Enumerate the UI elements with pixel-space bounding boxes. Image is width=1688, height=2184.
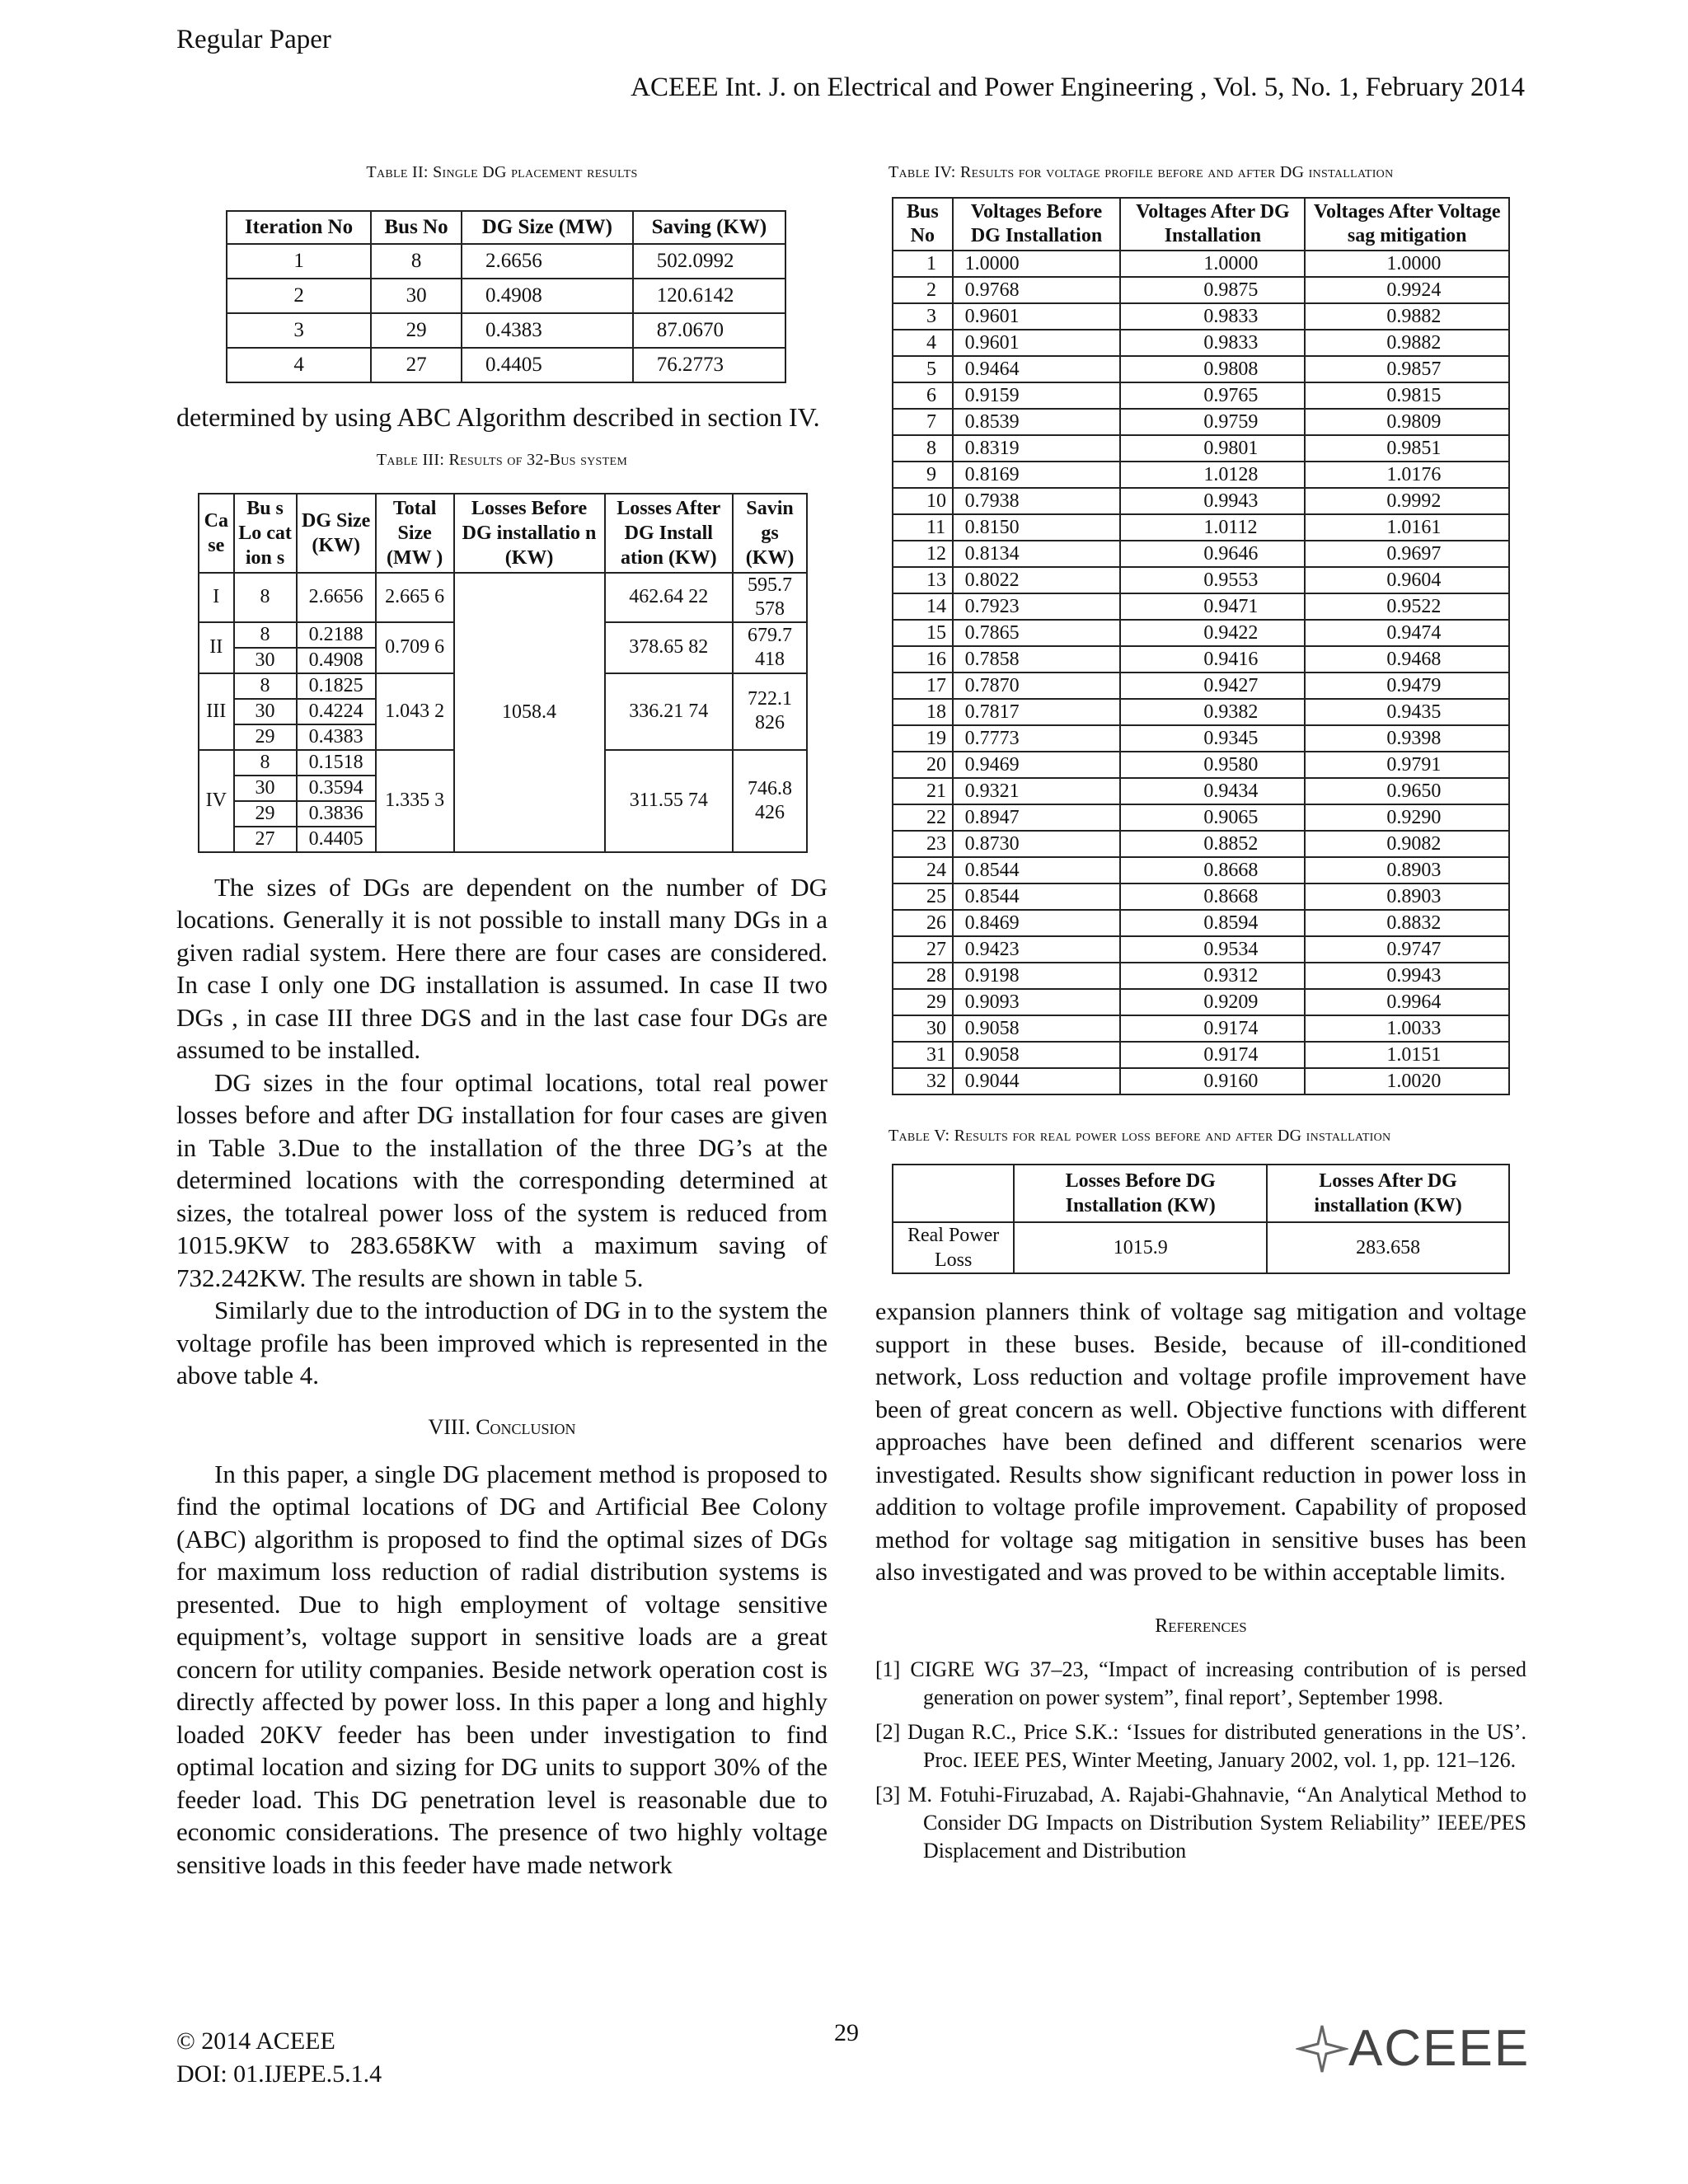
reference-item: [3] M. Fotuhi-Firuzabad, A. Rajabi-Ghahnavie, “An Analytical Method to Consider DG Impacts on Distribution System Reliability” IEEE/PES Displacement and Distribution [875, 1782, 1526, 1863]
table3-header: DG Size (KW) [297, 494, 376, 573]
table4-cell: 18 [893, 699, 953, 725]
table3-dg-size: 0.1825 [297, 673, 376, 699]
table3-dg-size: 0.3594 [297, 776, 376, 801]
table4-cell: 0.7870 [953, 673, 1121, 699]
table4-cell: 0.9791 [1305, 752, 1509, 778]
table4-cell: 0.9382 [1120, 699, 1305, 725]
table4-row [893, 910, 1509, 936]
body-paragraph: The sizes of DGs are dependent on the number of DG locations. Generally it is not possible to install many DGs in a given radial system. Here there are four cases are considered. In case I only one DG installation is assumed. In case II two DGs , in case III three DGS and in the last case four DGs are assumed to be installed. [176, 872, 828, 1064]
table4-cell: 15 [893, 620, 953, 646]
table4-cell: 0.9082 [1305, 831, 1509, 857]
table5-cell: 1015.9 [1014, 1222, 1267, 1273]
table4-cell: 7 [893, 409, 953, 435]
table4-cell: 0.8469 [953, 910, 1121, 936]
table4-cell: 0.9833 [1120, 330, 1305, 356]
table4-cell: 6 [893, 382, 953, 409]
table2-cell: 76.2773 [633, 348, 785, 382]
table3-location: 27 [234, 827, 297, 852]
table4-cell: 0.8668 [1120, 857, 1305, 883]
table3-savings: 746.8 426 [733, 750, 807, 852]
table3-caption: Table III: Results of 32-Bus system [376, 450, 628, 469]
table4-cell: 0.8319 [953, 435, 1121, 462]
table5-cell: Real Power Loss [893, 1222, 1014, 1273]
table4-cell: 0.9160 [1120, 1068, 1305, 1094]
table4-cell: 26 [893, 910, 953, 936]
table4-cell: 29 [893, 989, 953, 1015]
right-column [875, 163, 1526, 1872]
table4-cell: 28 [893, 963, 953, 989]
table3-location: 8 [234, 673, 297, 699]
table4-cell: 0.9992 [1305, 488, 1509, 514]
table4-cell: 0.9174 [1120, 1015, 1305, 1042]
table4-cell: 1.0161 [1305, 514, 1509, 541]
table4-cell: 0.9471 [1120, 593, 1305, 620]
conclusion-title: VIII. Conclusion [428, 1414, 576, 1439]
table5-header: Losses After DG installation (KW) [1267, 1165, 1509, 1222]
table4-row [893, 567, 1509, 593]
table4-cell: 0.9943 [1120, 488, 1305, 514]
table4-cell: 1.0000 [953, 251, 1121, 277]
references-title: References [1155, 1615, 1247, 1637]
table3-location: 8 [234, 573, 297, 622]
table4-cell: 0.7865 [953, 620, 1121, 646]
references-list [875, 1656, 1526, 1865]
table4-row [893, 1042, 1509, 1068]
table2-header: Bus No [371, 211, 462, 244]
table2-row [227, 313, 785, 348]
table4-cell: 32 [893, 1068, 953, 1094]
table4 [892, 197, 1510, 1095]
table2-header: Saving (KW) [633, 211, 785, 244]
table4-row [893, 1015, 1509, 1042]
table4-cell: 0.9321 [953, 778, 1121, 804]
table3-location: 8 [234, 622, 297, 648]
table4-cell: 0.9312 [1120, 963, 1305, 989]
table2-cell: 2.6656 [462, 244, 633, 279]
table2-cell: 27 [371, 348, 462, 382]
left-paragraphs [176, 871, 828, 1392]
table3-location: 30 [234, 648, 297, 673]
table4-cell: 1 [893, 251, 953, 277]
table3-location: 8 [234, 750, 297, 776]
table3 [198, 493, 808, 853]
table3-location: 30 [234, 776, 297, 801]
table4-cell: 12 [893, 541, 953, 567]
table3-total-size: 0.709 6 [376, 622, 454, 673]
table3-losses-after: 378.65 82 [605, 622, 734, 673]
table2-cell: 4 [227, 348, 371, 382]
table4-row [893, 277, 1509, 303]
table5 [892, 1164, 1510, 1274]
table4-cell: 1.0000 [1120, 251, 1305, 277]
table4-cell: 0.9468 [1305, 646, 1509, 673]
table4-cell: 0.9464 [953, 356, 1121, 382]
table4-cell: 0.9646 [1120, 541, 1305, 567]
table4-row [893, 382, 1509, 409]
table4-cell: 0.8544 [953, 857, 1121, 883]
table4-cell: 1.0151 [1305, 1042, 1509, 1068]
table4-cell: 16 [893, 646, 953, 673]
table4-cell: 30 [893, 1015, 953, 1042]
table4-row [893, 831, 1509, 857]
table4-cell: 0.7773 [953, 725, 1121, 752]
table4-cell: 0.9851 [1305, 435, 1509, 462]
table4-header: Voltages After Voltage sag mitigation [1305, 198, 1509, 251]
table4-row [893, 620, 1509, 646]
table2-cell: 3 [227, 313, 371, 348]
table3-dg-size: 0.1518 [297, 750, 376, 776]
table4-cell: 0.8022 [953, 567, 1121, 593]
table4-cell: 0.9553 [1120, 567, 1305, 593]
table3-location: 29 [234, 724, 297, 750]
table3-dg-size: 2.6656 [297, 573, 376, 622]
table3-header: Bu s Lo cat ion s [234, 494, 297, 573]
table4-row [893, 356, 1509, 382]
table4-cell: 0.9423 [953, 936, 1121, 963]
table3-dg-size: 0.4383 [297, 724, 376, 750]
table4-cell: 0.8134 [953, 541, 1121, 567]
table2-cell: 8 [371, 244, 462, 279]
table4-cell: 0.9345 [1120, 725, 1305, 752]
table3-dg-size: 0.2188 [297, 622, 376, 648]
table4-row [893, 673, 1509, 699]
table2-cell: 502.0992 [633, 244, 785, 279]
running-header-right: ACEEE Int. J. on Electrical and Power Engineering , Vol. 5, No. 1, February 2014 [631, 73, 1525, 102]
footer-copyright: © 2014 ACEEE [176, 2027, 335, 2055]
table4-row [893, 593, 1509, 620]
table4-cell: 10 [893, 488, 953, 514]
table4-cell: 0.9093 [953, 989, 1121, 1015]
table4-cell: 0.9650 [1305, 778, 1509, 804]
table4-cell: 0.9697 [1305, 541, 1509, 567]
table2 [226, 210, 786, 383]
table2-cell: 0.4405 [462, 348, 633, 382]
table3-losses-after: 311.55 74 [605, 750, 734, 852]
table4-cell: 0.9580 [1120, 752, 1305, 778]
table4-cell: 5 [893, 356, 953, 382]
table4-cell: 19 [893, 725, 953, 752]
table4-cell: 0.9857 [1305, 356, 1509, 382]
table4-cell: 0.8594 [1120, 910, 1305, 936]
logo-text: ACEEE [1348, 2020, 1531, 2077]
table4-cell: 20 [893, 752, 953, 778]
table4-cell: 0.9290 [1305, 804, 1509, 831]
table4-row [893, 963, 1509, 989]
table4-cell: 1.0176 [1305, 462, 1509, 488]
table2-row [227, 279, 785, 313]
table4-cell: 0.9434 [1120, 778, 1305, 804]
table4-cell: 0.9398 [1305, 725, 1509, 752]
table4-row [893, 435, 1509, 462]
table4-row [893, 646, 1509, 673]
table4-cell: 0.9924 [1305, 277, 1509, 303]
text-after-table2: determined by using ABC Algorithm described in section IV. [176, 402, 820, 432]
table4-cell: 0.9833 [1120, 303, 1305, 330]
table2-cell: 120.6142 [633, 279, 785, 313]
table4-cell: 0.9416 [1120, 646, 1305, 673]
body-paragraph: Similarly due to the introduction of DG in to the system the voltage profile has been improved which is represented in the above table 4. [176, 1296, 828, 1390]
table4-cell: 0.9601 [953, 330, 1121, 356]
table3-header: Losses Before DG installatio n (KW) [454, 494, 605, 573]
table4-cell: 0.7858 [953, 646, 1121, 673]
table2-header: DG Size (MW) [462, 211, 633, 244]
table4-cell: 0.9435 [1305, 699, 1509, 725]
table4-cell: 0.9747 [1305, 936, 1509, 963]
table4-cell: 0.8668 [1120, 883, 1305, 910]
table4-cell: 22 [893, 804, 953, 831]
table4-cell: 1.0020 [1305, 1068, 1509, 1094]
table4-cell: 0.8544 [953, 883, 1121, 910]
table4-cell: 1.0000 [1305, 251, 1509, 277]
table4-cell: 0.9808 [1120, 356, 1305, 382]
body-paragraph: DG sizes in the four optimal locations, total real power losses before and after DG installation for four cases are given in Table 3.Due to the installation of the three DG’s at the determined locations with the corresponding determined at sizes, the totalreal power loss of the system is reduced from 1015.9KW to 283.658KW with a maximum saving of 732.242KW. The results are shown in table 5. [176, 1067, 828, 1292]
table3-savings: 722.1 826 [733, 673, 807, 750]
table4-cell: 3 [893, 303, 953, 330]
table4-row [893, 989, 1509, 1015]
table2-row [227, 348, 785, 382]
table4-cell: 17 [893, 673, 953, 699]
table3-location: 30 [234, 699, 297, 724]
table4-cell: 0.7923 [953, 593, 1121, 620]
table4-cell: 25 [893, 883, 953, 910]
table4-cell: 0.9875 [1120, 277, 1305, 303]
table4-cell: 0.8832 [1305, 910, 1509, 936]
table3-total-size: 1.335 3 [376, 750, 454, 852]
left-column [176, 163, 828, 1881]
table4-cell: 0.9809 [1305, 409, 1509, 435]
table3-losses-after: 336.21 74 [605, 673, 734, 750]
table4-cell: 8 [893, 435, 953, 462]
table4-cell: 0.9964 [1305, 989, 1509, 1015]
table4-cell: 0.9058 [953, 1015, 1121, 1042]
table3-header: Losses After DG Install ation (KW) [605, 494, 734, 573]
table4-row [893, 936, 1509, 963]
table4-cell: 0.9815 [1305, 382, 1509, 409]
table4-cell: 0.9427 [1120, 673, 1305, 699]
table2-row [227, 244, 785, 279]
table3-dg-size: 0.4405 [297, 827, 376, 852]
table4-cell: 0.9759 [1120, 409, 1305, 435]
table4-row [893, 699, 1509, 725]
reference-item: [2] Dugan R.C., Price S.K.: ‘Issues for distributed generations in the US’. Proc. IEEE PES, Winter Meeting, January 2002, vol. 1, pp. 121–126. [875, 1719, 1526, 1772]
table4-cell: 9 [893, 462, 953, 488]
table3-case: II [199, 622, 234, 673]
table2-cell: 0.4383 [462, 313, 633, 348]
table5-caption: Table V: Results for real power loss before and after DG installation [889, 1127, 1391, 1145]
table4-cell: 2 [893, 277, 953, 303]
table4-cell: 0.9522 [1305, 593, 1509, 620]
table4-cell: 0.8903 [1305, 857, 1509, 883]
table4-row [893, 804, 1509, 831]
table4-cell: 1.0128 [1120, 462, 1305, 488]
table4-cell: 0.9044 [953, 1068, 1121, 1094]
table4-cell: 11 [893, 514, 953, 541]
table3-total-size: 2.665 6 [376, 573, 454, 622]
table4-cell: 4 [893, 330, 953, 356]
table4-cell: 0.9479 [1305, 673, 1509, 699]
table4-cell: 0.8169 [953, 462, 1121, 488]
table4-cell: 0.9801 [1120, 435, 1305, 462]
table4-cell: 14 [893, 593, 953, 620]
table4-cell: 0.9209 [1120, 989, 1305, 1015]
table3-location: 29 [234, 801, 297, 827]
table4-cell: 0.9765 [1120, 382, 1305, 409]
star-logo-icon [1296, 2022, 1348, 2075]
table3-dg-size: 0.3836 [297, 801, 376, 827]
table5-cell: 283.658 [1267, 1222, 1509, 1273]
table2-cell: 29 [371, 313, 462, 348]
table4-cell: 0.9469 [953, 752, 1121, 778]
table4-cell: 0.9058 [953, 1042, 1121, 1068]
reference-item: [1] CIGRE WG 37–23, “Impact of increasing contribution of is persed generation on power system”, final report’, September 1998. [875, 1657, 1526, 1709]
table4-cell: 0.9065 [1120, 804, 1305, 831]
table3-row [199, 573, 807, 622]
table5-header [893, 1165, 1014, 1222]
table4-row [893, 883, 1509, 910]
table4-row [893, 462, 1509, 488]
table4-cell: 0.9601 [953, 303, 1121, 330]
table2-header: Iteration No [227, 211, 371, 244]
table3-header: Total Size (MW ) [376, 494, 454, 573]
table4-cell: 0.9882 [1305, 330, 1509, 356]
table4-cell: 0.8539 [953, 409, 1121, 435]
table2-cell: 2 [227, 279, 371, 313]
table4-cell: 24 [893, 857, 953, 883]
table4-row [893, 514, 1509, 541]
table4-cell: 0.8852 [1120, 831, 1305, 857]
table4-cell: 0.9174 [1120, 1042, 1305, 1068]
table4-row [893, 488, 1509, 514]
table4-cell: 21 [893, 778, 953, 804]
table3-dg-size: 0.4908 [297, 648, 376, 673]
conclusion-paragraph: In this paper, a single DG placement method is proposed to find the optimal locations of DG and Artificial Bee Colony (ABC) algorithm is proposed to find the optimal sizes of DGs for maximum loss reduction of radial distribution systems is presented. Due to high employment of voltage sensitive equipment’s, voltage support in sensitive loads are a great concern for utility companies. Beside network operation cost is directly affected by power loss. In this paper a long and highly loaded 20KV feeder has been under investigation to find optimal location and sizing for DG units to support 30% of the feeder load. This DG penetration level is reasonable due to economic considerations. The presence of two highly voltage sensitive loads in this feeder have made network [176, 1459, 828, 1879]
table4-cell: 0.8903 [1305, 883, 1509, 910]
table2-cell: 30 [371, 279, 462, 313]
table4-row [893, 857, 1509, 883]
table4-cell: 0.9474 [1305, 620, 1509, 646]
table4-cell: 0.8150 [953, 514, 1121, 541]
table4-cell: 23 [893, 831, 953, 857]
running-header-left: Regular Paper [176, 25, 331, 54]
table4-row [893, 303, 1509, 330]
table4-caption: Table IV: Results for voltage profile before and after DG installation [889, 163, 1394, 181]
page-number: 29 [834, 2019, 859, 2046]
table4-row [893, 251, 1509, 277]
table3-losses-before: 1058.4 [454, 573, 605, 852]
table4-cell: 13 [893, 567, 953, 593]
table4-header: Voltages Before DG Installation [953, 198, 1121, 251]
footer-doi: DOI: 01.IJEPE.5.1.4 [176, 2060, 382, 2088]
table4-cell: 0.9534 [1120, 936, 1305, 963]
table3-case: I [199, 573, 234, 622]
table4-cell: 0.9422 [1120, 620, 1305, 646]
aceee-logo [1296, 2019, 1530, 2078]
table4-cell: 0.8947 [953, 804, 1121, 831]
table3-dg-size: 0.4224 [297, 699, 376, 724]
right-paragraph: expansion planners think of voltage sag mitigation and voltage support in these buses. Beside, because of ill-conditioned network, Loss reduction and voltage profile improvement have been of great concern as well. Objective functions with different approaches have been defined and different scenarios were investigated. Results show significant reduction in power loss in addition to voltage profile improvement. Capability of proposed method for voltage sag mitigation in sensitive buses has been also investigated and was proved to be within acceptable limits. [875, 1298, 1526, 1586]
table3-case: IV [199, 750, 234, 852]
table4-row [893, 725, 1509, 752]
table3-savings: 595.7 578 [733, 573, 807, 622]
table5-header: Losses Before DG Installation (KW) [1014, 1165, 1267, 1222]
table3-savings: 679.7 418 [733, 622, 807, 673]
table5-row [893, 1222, 1509, 1273]
table4-cell: 0.7938 [953, 488, 1121, 514]
table4-row [893, 541, 1509, 567]
table2-cell: 1 [227, 244, 371, 279]
table4-row [893, 409, 1509, 435]
table4-cell: 1.0112 [1120, 514, 1305, 541]
table4-cell: 0.9882 [1305, 303, 1509, 330]
table3-header: Savin gs (KW) [733, 494, 807, 573]
table4-row [893, 752, 1509, 778]
table2-cell: 87.0670 [633, 313, 785, 348]
table2-cell: 0.4908 [462, 279, 633, 313]
table2-caption: Table II: Single DG placement results [366, 163, 638, 181]
table4-cell: 0.9943 [1305, 963, 1509, 989]
table4-cell: 1.0033 [1305, 1015, 1509, 1042]
table4-cell: 0.9604 [1305, 567, 1509, 593]
table4-cell: 0.8730 [953, 831, 1121, 857]
table4-cell: 0.9198 [953, 963, 1121, 989]
table4-header: Bus No [893, 198, 953, 251]
table4-cell: 31 [893, 1042, 953, 1068]
table4-header: Voltages After DG Installation [1120, 198, 1305, 251]
table4-cell: 0.9159 [953, 382, 1121, 409]
table4-row [893, 330, 1509, 356]
table4-row [893, 778, 1509, 804]
table4-row [893, 1068, 1509, 1094]
table4-cell: 27 [893, 936, 953, 963]
table3-total-size: 1.043 2 [376, 673, 454, 750]
table3-case: III [199, 673, 234, 750]
table4-cell: 0.7817 [953, 699, 1121, 725]
table3-losses-after: 462.64 22 [605, 573, 734, 622]
table3-header: Ca se [199, 494, 234, 573]
table4-cell: 0.9768 [953, 277, 1121, 303]
